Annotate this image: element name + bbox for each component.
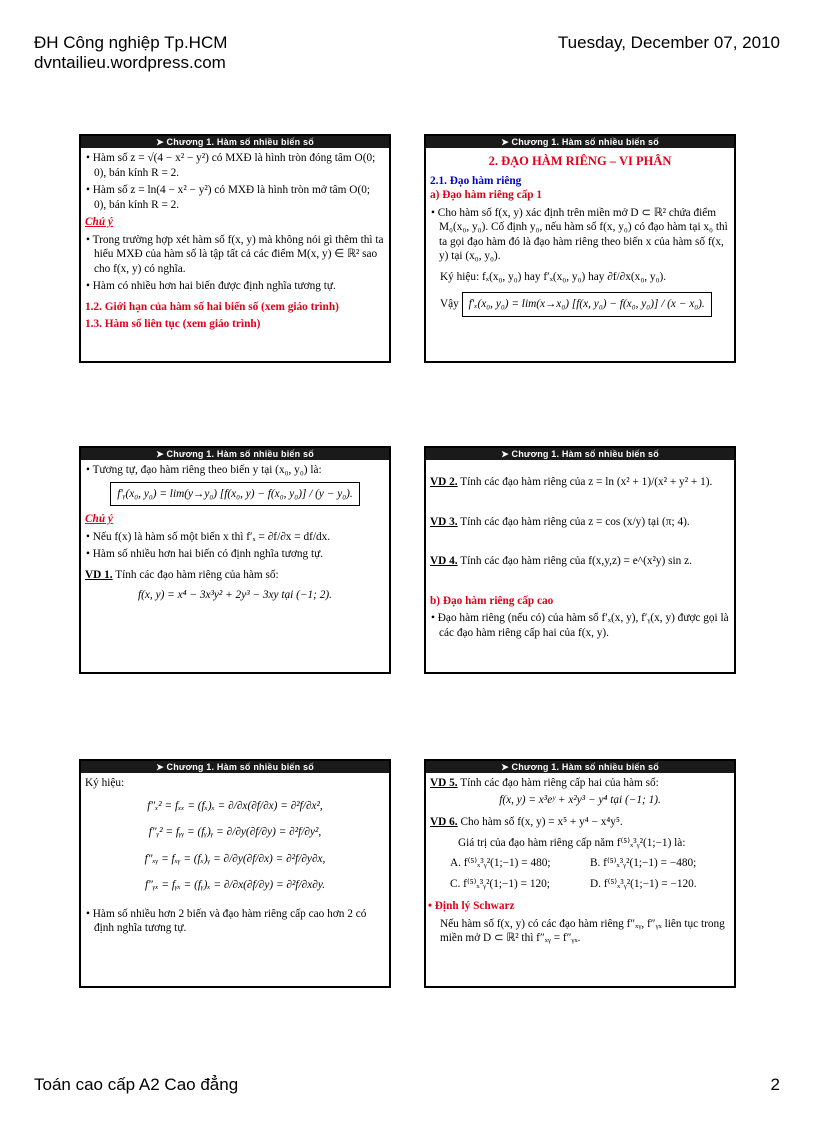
slide-2-conclusion (430, 292, 730, 317)
slide-6-theorem-statement: Nếu hàm số f(x, y) có các đạo hàm riêng f″ₓᵧ, f″ᵧₓ liên tục trong miền mở D ⊂ ℝ² thì f″ₓᵧ = f″ᵧₓ. (440, 917, 725, 944)
slide-6-option-d: D. f⁽⁵⁾ₓ³ᵧ²(1;−1) = −120. (590, 877, 697, 890)
slide-6 (424, 759, 736, 988)
slide-6-question: Giá trị của đạo hàm riêng cấp năm f⁽⁵⁾ₓ³ᵧ²(1;−1) là: (458, 836, 686, 849)
slide-5-bullet-1: • Hàm số nhiều hơn 2 biến và đạo hàm riêng cấp cao hơn 2 có định nghĩa tương tự. (86, 907, 367, 934)
footer-course-title: Toán cao cấp A2 Cao đẳng (34, 1075, 239, 1094)
slide-3-example-1-label: VD 1. (85, 568, 113, 581)
slide-6-chapter-bar: ➤ Chương 1. Hàm số nhiều biến số (426, 761, 734, 773)
slide-2-definition: • Cho hàm số f(x, y) xác định trên miền mở D ⊂ ℝ² chứa điểm M₀(x₀, y₀). Cố định y₀, nếu hàm số f(x, y₀) có đạo hàm tại x₀ thì ta gọi đạo hàm đó là đạo hàm riêng theo biến x của hàm số f(x, y) tại (x₀, y₀). (431, 206, 728, 262)
footer-page-number: 2 (770, 1075, 780, 1094)
slide-1-bullet-4: • Hàm có nhiều hơn hai biến được định nghĩa tương tự. (86, 280, 336, 292)
slide-4-example-4-label: VD 4. (430, 555, 458, 567)
slide-3-bullet-1: • Tương tự, đạo hàm riêng theo biến y tại (x₀, y₀) là: (86, 464, 322, 476)
slide-5 (79, 759, 391, 988)
slide-6-theorem-title: • Định lý Schwarz (428, 900, 515, 912)
slide-3-example-1-text: Tính các đạo hàm riêng của hàm số: (112, 568, 279, 581)
slide-1-bullet-2: • Hàm số z = ln(4 − x² − y²) có MXĐ là hình tròn mở tâm O(0; 0), bán kính R = 2. (86, 184, 370, 211)
slide-5-formula-yx: f″ᵧₓ = fᵧₓ = (fᵧ)ₓ = ∂/∂x(∂f/∂y) = ∂²f/∂x∂y. (144, 879, 326, 891)
header-date: Tuesday, December 07, 2010 (557, 33, 780, 52)
slide-4-example-4 (430, 554, 730, 569)
slide-1 (79, 134, 391, 363)
slide-6-option-c: C. f⁽⁵⁾ₓ³ᵧ²(1;−1) = 120; (450, 877, 550, 890)
slide-2-boxed-formula: f′ₓ(x₀, y₀) = lim(x→x₀) [f(x, y₀) − f(x₀, y₀)] / (x − x₀). (462, 292, 712, 317)
slide-3-note-label: Chú ý (85, 513, 113, 525)
slide-1-bullet-3: • Trong trường hợp xét hàm số f(x, y) mà không nói gì thêm thì ta hiểu MXĐ của hàm số là tập tất cả các điểm M(x, y) ∈ ℝ² sao cho f(x, y) có nghĩa. (86, 233, 384, 275)
slide-2-subheading: a) Đạo hàm riêng cấp 1 (430, 189, 543, 201)
slide-6-example-5-text: Tính các đạo hàm riêng cấp hai của hàm số: (457, 777, 659, 789)
slide-4-example-2-text: Tính các đạo hàm riêng của z = ln (x² + 1)/(x² + y² + 1). (457, 476, 713, 488)
slide-4-example-2 (430, 475, 730, 490)
slide-4 (424, 446, 736, 674)
slide-1-heading-limit: 1.2. Giới hạn của hàm số hai biến số (xem giáo trình) (85, 300, 339, 313)
slide-6-example-6 (430, 815, 730, 830)
slide-4-heading-higher-order: b) Đạo hàm riêng cấp cao (430, 594, 554, 607)
slide-5-formula-yy: f″ᵧ² = fᵧᵧ = (fᵧ)ᵧ = ∂/∂y(∂f/∂y) = ∂²f/∂y², (148, 826, 322, 838)
slide-6-example-5-label: VD 5. (430, 777, 458, 789)
slide-4-bullet-1: • Đạo hàm riêng (nếu có) của hàm số f′ₓ(x, y), f′ᵧ(x, y) được gọi là các đạo hàm riêng cấp hai của f(x, y). (431, 612, 729, 639)
slide-3-example-1-formula: f(x, y) = x⁴ − 3x³y² + 2y³ − 3xy tại (−1; 2). (138, 589, 332, 601)
slide-6-example-6-label: VD 6. (430, 816, 458, 828)
slide-3-chapter-bar: ➤ Chương 1. Hàm số nhiều biến số (81, 448, 389, 460)
slide-1-chapter-bar: ➤ Chương 1. Hàm số nhiều biến số (81, 136, 389, 148)
slide-3 (79, 446, 391, 674)
slide-2-notation: Ký hiệu: fₓ(x₀, y₀) hay f′ₓ(x₀, y₀) hay ∂f/∂x(x₀, y₀). (440, 270, 667, 283)
slide-1-note-label: Chú ý (85, 216, 113, 228)
slide-5-formula-xx: f″ₓ² = fₓₓ = (fₓ)ₓ = ∂/∂x(∂f/∂x) = ∂²f/∂x², (147, 799, 323, 812)
slide-4-example-3-label: VD 3. (430, 515, 458, 528)
slide-3-bullet-2: • Nếu f(x) là hàm số một biến x thì f′ₓ = ∂f/∂x = df/dx. (86, 530, 331, 543)
slide-2-subsection-title: 2.1. Đạo hàm riêng (430, 174, 522, 187)
slide-6-example-5 (430, 776, 730, 791)
slide-5-chapter-bar: ➤ Chương 1. Hàm số nhiều biến số (81, 761, 389, 773)
slide-6-example-6-text: Cho hàm số f(x, y) = x⁵ + y⁴ − x⁴y⁵. (457, 816, 623, 828)
slide-1-heading-continuity: 1.3. Hàm số liên tục (xem giáo trình) (85, 318, 261, 330)
slide-4-example-4-text: Tính các đạo hàm riêng của f(x,y,z) = e^(x²y) sin z. (457, 555, 692, 567)
slide-6-option-b: B. f⁽⁵⁾ₓ³ᵧ²(1;−1) = −480; (590, 857, 697, 869)
slide-2-conclusion-label: Vậy (440, 298, 459, 310)
slide-6-example-5-formula: f(x, y) = x³eʸ + x²y³ − y⁴ tại (−1; 1). (499, 793, 661, 806)
slide-5-notation-label: Ký hiệu: (85, 777, 125, 789)
slide-6-options-row-1 (430, 856, 730, 871)
header-website: dvntailieu.wordpress.com (34, 53, 226, 72)
slide-3-bullet-3: • Hàm số nhiều hơn hai biến có định nghĩa tương tự. (86, 548, 324, 560)
slide-5-formula-xy: f″ₓᵧ = fₓᵧ = (fₓ)ᵧ = ∂/∂y(∂f/∂x) = ∂²f/∂y∂x, (144, 852, 326, 865)
slide-2 (424, 134, 736, 363)
slide-4-example-2-label: VD 2. (430, 476, 458, 488)
slide-3-example-1 (85, 568, 385, 583)
header-institution: ĐH Công nghiệp Tp.HCM (34, 33, 228, 52)
slide-6-options-row-2 (430, 877, 730, 892)
slide-2-chapter-bar: ➤ Chương 1. Hàm số nhiều biến số (426, 136, 734, 148)
slide-1-bullet-1: • Hàm số z = √(4 − x² − y²) có MXĐ là hình tròn đóng tâm O(0; 0), bán kính R = 2. (86, 152, 376, 179)
slide-4-chapter-bar: ➤ Chương 1. Hàm số nhiều biến số (426, 448, 734, 460)
slide-6-option-a: A. f⁽⁵⁾ₓ³ᵧ²(1;−1) = 480; (450, 857, 551, 869)
slide-4-example-3-text: Tính các đạo hàm riêng của z = cos (x/y) tại (π; 4). (457, 515, 690, 528)
slide-2-section-title: 2. ĐẠO HÀM RIÊNG – VI PHÂN (488, 154, 672, 168)
slide-3-boxed-formula: f′ᵧ(x₀, y₀) = lim(y→y₀) [f(x₀, y) − f(x₀, y₀)] / (y − y₀). (110, 482, 359, 507)
slide-4-example-3 (430, 515, 730, 530)
